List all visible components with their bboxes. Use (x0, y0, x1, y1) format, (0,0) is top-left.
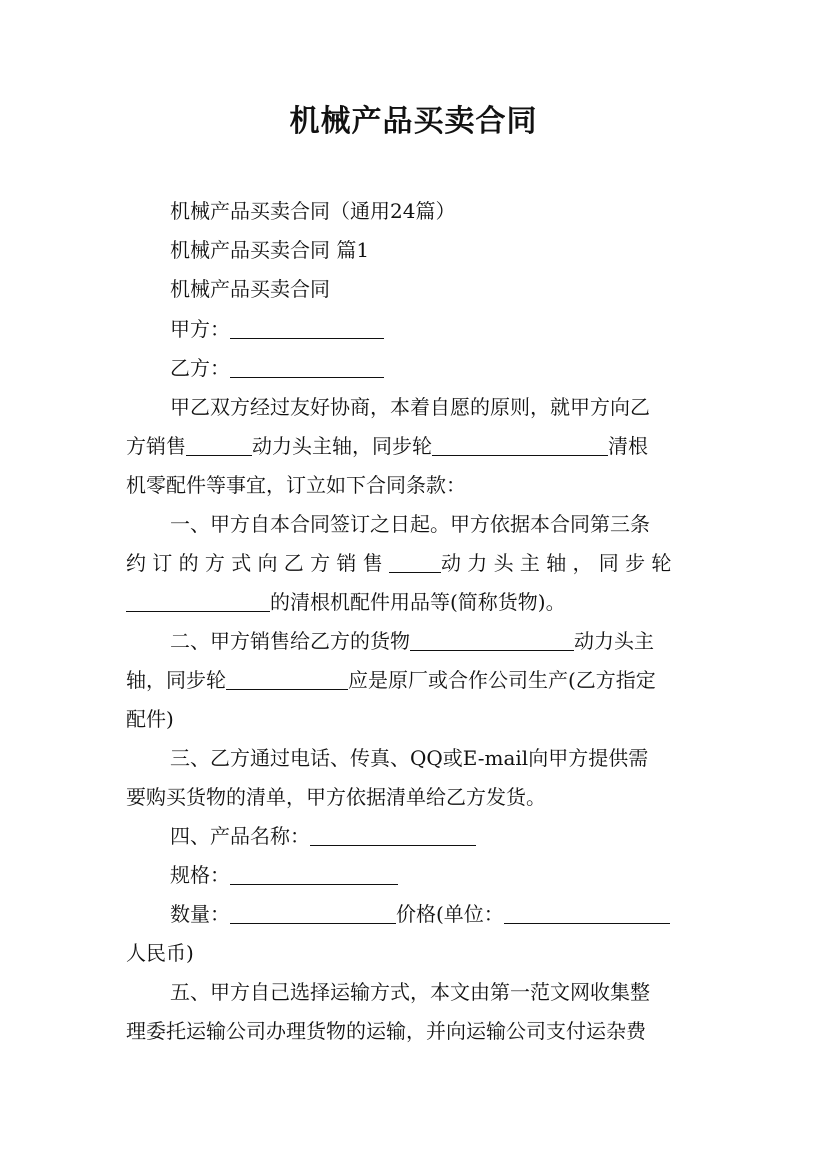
clause-2-line2 (126, 665, 706, 695)
currency-line: 人民币) (126, 941, 194, 965)
party-b-line (170, 353, 706, 383)
product-name-line (170, 821, 706, 851)
text-run: 方销售 (126, 434, 186, 458)
party-b-blank (230, 355, 384, 378)
text-run: 的清根机配件用品等(简称货物)。 (270, 590, 566, 614)
spec-label: 规格： (170, 863, 230, 887)
spec-line (170, 860, 706, 890)
quantity-label: 数量： (170, 902, 230, 926)
section-heading: 机械产品买卖合同 篇1 (170, 238, 370, 262)
document-title: 机械产品买卖合同 (289, 104, 538, 139)
clause-1-line3 (126, 587, 706, 617)
blank-field (126, 589, 270, 612)
party-a-label: 甲方： (170, 317, 230, 341)
clause-2-line3: 配件) (126, 707, 174, 731)
party-a-line (170, 314, 706, 344)
contract-name-line: 机械产品买卖合同 (170, 277, 330, 301)
paragraph-intro-line3: 机零配件等事宜，订立如下合同条款： (126, 473, 466, 497)
party-a-blank (230, 316, 384, 339)
clause-2-line1 (170, 626, 706, 656)
clause-1-line1: 一、甲方自本合同签订之日起。甲方依据本合同第三条 (170, 512, 650, 536)
text-run: 动力头主轴，同步轮 (252, 434, 432, 458)
text-run: 动力头主轴，同步轮 (441, 551, 678, 575)
text-run: 动力头主 (574, 629, 654, 653)
paragraph-intro-line1: 甲乙双方经过友好协商，本着自愿的原则，就甲方向乙 (170, 395, 650, 419)
quantity-blank (230, 901, 396, 924)
party-b-label: 乙方： (170, 356, 230, 380)
price-blank (504, 901, 670, 924)
spec-blank (230, 862, 398, 885)
text-run: 清根 (608, 434, 648, 458)
clause-1-line2 (126, 548, 706, 578)
product-name-blank (310, 823, 476, 846)
clause-3-line1: 三、乙方通过电话、传真、QQ或E-mail向甲方提供需 (170, 746, 649, 770)
price-label: 价格(单位： (396, 902, 504, 926)
product-name-label: 四、产品名称： (170, 824, 310, 848)
clause-5-line1: 五、甲方自己选择运输方式，本文由第一范文网收集整 (170, 980, 650, 1004)
blank-field (226, 667, 348, 690)
subtitle-line: 机械产品买卖合同（通用24篇） (170, 199, 456, 223)
blank-field (432, 433, 608, 456)
quantity-price-line (170, 899, 706, 929)
text-run: 轴，同步轮 (126, 668, 226, 692)
text-run: 约订的方式向乙方销售 (126, 551, 389, 575)
clause-3-line2: 要购买货物的清单，甲方依据清单给乙方发货。 (126, 785, 546, 809)
blank-field (389, 550, 441, 573)
blank-field (186, 433, 252, 456)
paragraph-intro-line2 (126, 431, 706, 461)
clause-5-line2: 理委托运输公司办理货物的运输，并向运输公司支付运杂费 (126, 1019, 646, 1043)
text-run: 二、甲方销售给乙方的货物 (170, 629, 410, 653)
blank-field (410, 628, 574, 651)
text-run: 应是原厂或合作公司生产(乙方指定 (348, 668, 656, 692)
